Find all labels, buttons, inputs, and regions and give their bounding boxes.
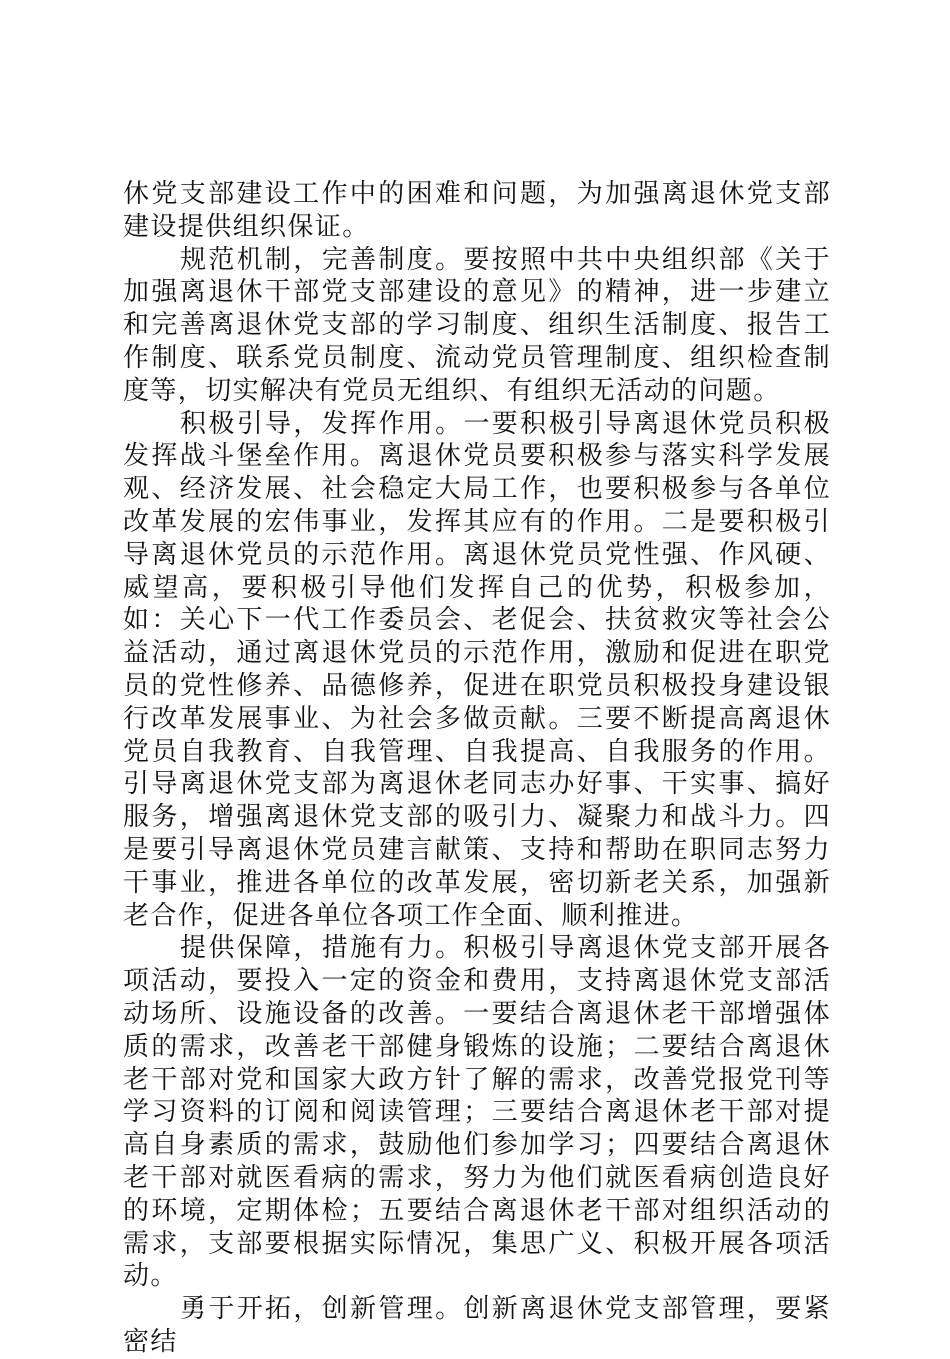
document-body bbox=[123, 178, 831, 1359]
paragraph-active-guidance: 积极引导，发挥作用。一要积极引导离退休党员积极发挥战斗堡垒作用。离退休党员要积极参与落实科学发展观、经济发展、社会稳定大局工作，也要积极参与各单位改革发展的宏伟事业，发挥其应有的作用。二是要积极引导离退休党员的示范作用。离退休党员党性强、作风硬、威望高，要积极引导他们发挥自己的优势，积极参加，如：关心下一代工作委员会、老促会、扶贫救灾等社会公益活动，通过离退休党员的示范作用，激励和促进在职党员的党性修养、品德修养，促进在职党员积极投身建设银行改革发展事业、为社会多做贡献。三要不断提高离退休党员自我教育、自我管理、自我提高、自我服务的作用。引导离退休党支部为离退休老同志办好事、干实事、搞好服务，增强离退休党支部的吸引力、凝聚力和战斗力。四是要引导离退休党员建言献策、支持和帮助在职同志努力干事业，推进各单位的改革发展，密切新老关系，加强新老合作，促进各单位各项工作全面、顺利推进。 bbox=[123, 408, 831, 931]
paragraph-continuation: 休党支部建设工作中的困难和问题，为加强离退休党支部建设提供组织保证。 bbox=[123, 179, 831, 242]
paragraph-standardize-mechanism: 规范机制，完善制度。要按照中共中央组织部《关于加强离退休干部党支部建设的意见》的精神，进一步建立和完善离退休党支部的学习制度、组织生活制度、报告工作制度、联系党员制度、流动党员管理制度、组织检查制度等，切实解决有党员无组织、有组织无活动的问题。 bbox=[123, 244, 831, 406]
paragraph-innovate-management: 勇于开拓，创新管理。创新离退休党支部管理，要紧密结 bbox=[123, 1294, 831, 1357]
paragraph-provide-support: 提供保障，措施有力。积极引导离退休党支部开展各项活动，要投入一定的资金和费用，支持离退休党支部活动场所、设施设备的改善。一要结合离退休老干部增强体质的需求，改善老干部健身锻炼的设施；二要结合离退休老干部对党和国家大政方针了解的需求，改善党报党刊等学习资料的订阅和阅读管理；三要结合离退休老干部对提高自身素质的需求，鼓励他们参加学习；四要结合离退休老干部对就医看病的需求，努力为他们就医看病创造良好的环境，定期体检；五要结合离退休老干部对组织活动的需求，支部要根据实际情况，集思广义、积极开展各项活动。 bbox=[123, 933, 831, 1292]
